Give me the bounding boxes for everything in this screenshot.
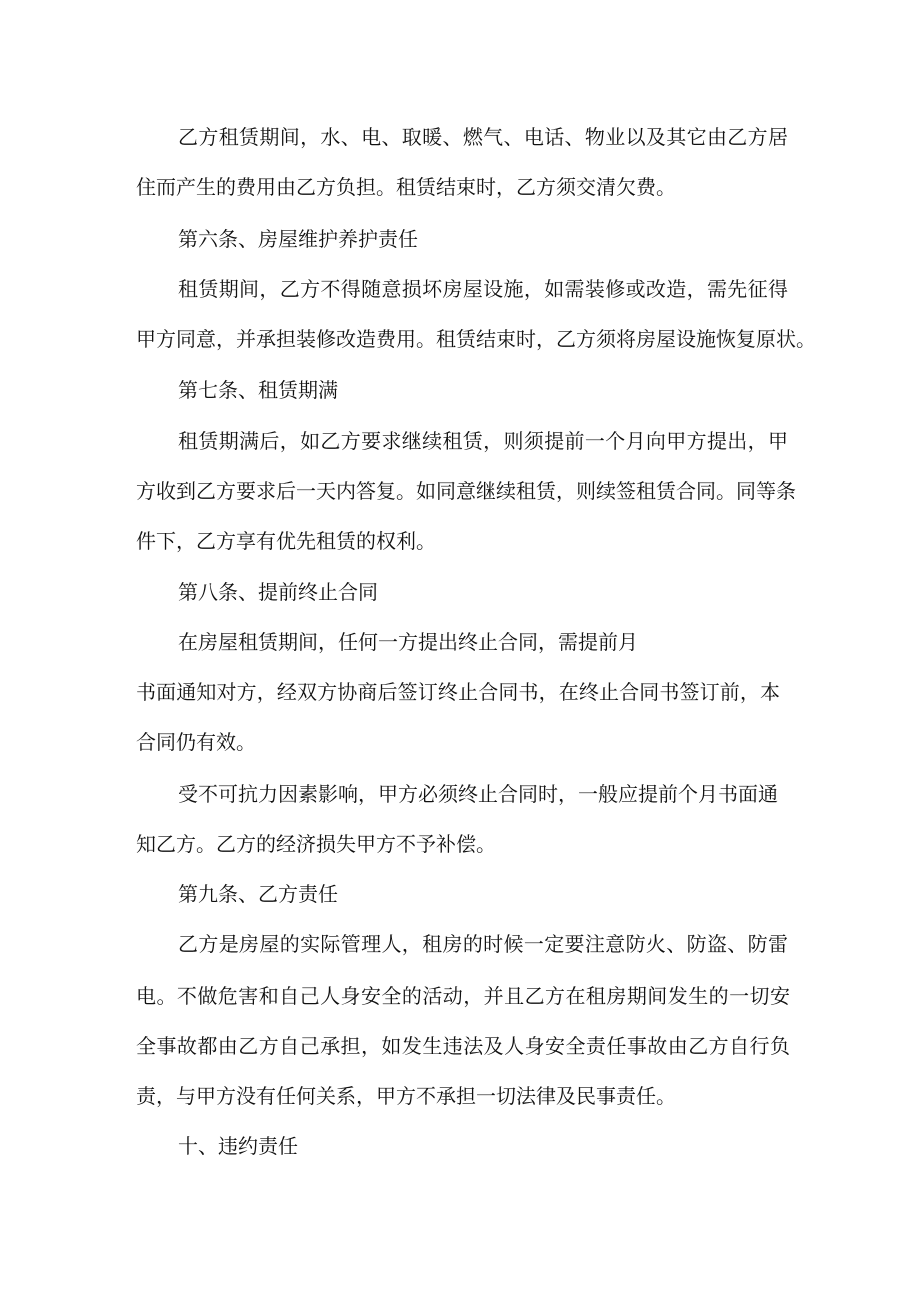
article-8-heading: 第八条、提前终止合同 bbox=[178, 580, 378, 604]
article-6-line-1: 租赁期间，乙方不得随意损坏房屋设施，如需装修或改造，需先征得 bbox=[178, 277, 788, 301]
article-9-line-2: 电。不做危害和自己人身安全的活动，并且乙方在租房期间发生的一切安 bbox=[136, 984, 790, 1008]
article-8-paragraph-1-line-1: 在房屋租赁期间，任何一方提出终止合同，需提前月 bbox=[178, 630, 638, 654]
paragraph-1-line-2: 住而产生的费用由乙方负担。租赁结束时，乙方须交清欠费。 bbox=[136, 175, 676, 199]
article-7-line-3: 件下，乙方享有优先租赁的权利。 bbox=[136, 529, 436, 553]
article-7-line-1: 租赁期满后，如乙方要求继续租赁，则须提前一个月向甲方提出，甲 bbox=[178, 429, 788, 453]
paragraph-1-line-1: 乙方租赁期间，水、电、取暖、燃气、电话、物业以及其它由乙方居 bbox=[178, 125, 788, 149]
article-6-line-2: 甲方同意，并承担装修改造费用。租赁结束时，乙方须将房屋设施恢复原状。 bbox=[136, 327, 816, 351]
article-6-heading: 第六条、房屋维护养护责任 bbox=[178, 227, 418, 251]
article-7-line-2: 方收到乙方要求后一天内答复。如同意继续租赁，则续签租赁合同。同等条 bbox=[136, 479, 796, 503]
article-10-heading: 十、违约责任 bbox=[178, 1134, 298, 1158]
article-9-line-1: 乙方是房屋的实际管理人，租房的时候一定要注意防火、防盗、防雷 bbox=[178, 932, 788, 956]
article-7-heading: 第七条、租赁期满 bbox=[178, 378, 338, 402]
article-8-paragraph-1-line-3: 合同仍有效。 bbox=[136, 730, 256, 754]
article-9-line-3: 全事故都由乙方自己承担，如发生违法及人身安全责任事故由乙方自行负 bbox=[136, 1034, 790, 1058]
article-9-line-4: 责，与甲方没有任何关系，甲方不承担一切法律及民事责任。 bbox=[136, 1084, 676, 1108]
article-8-paragraph-2-line-1: 受不可抗力因素影响，甲方必须终止合同时，一般应提前个月书面通 bbox=[178, 782, 778, 806]
article-9-heading: 第九条、乙方责任 bbox=[178, 882, 338, 906]
article-8-paragraph-1-line-2: 书面通知对方，经双方协商后签订终止合同书，在终止合同书签订前，本 bbox=[136, 680, 780, 704]
article-8-paragraph-2-line-2: 知乙方。乙方的经济损失甲方不予补偿。 bbox=[136, 832, 496, 856]
